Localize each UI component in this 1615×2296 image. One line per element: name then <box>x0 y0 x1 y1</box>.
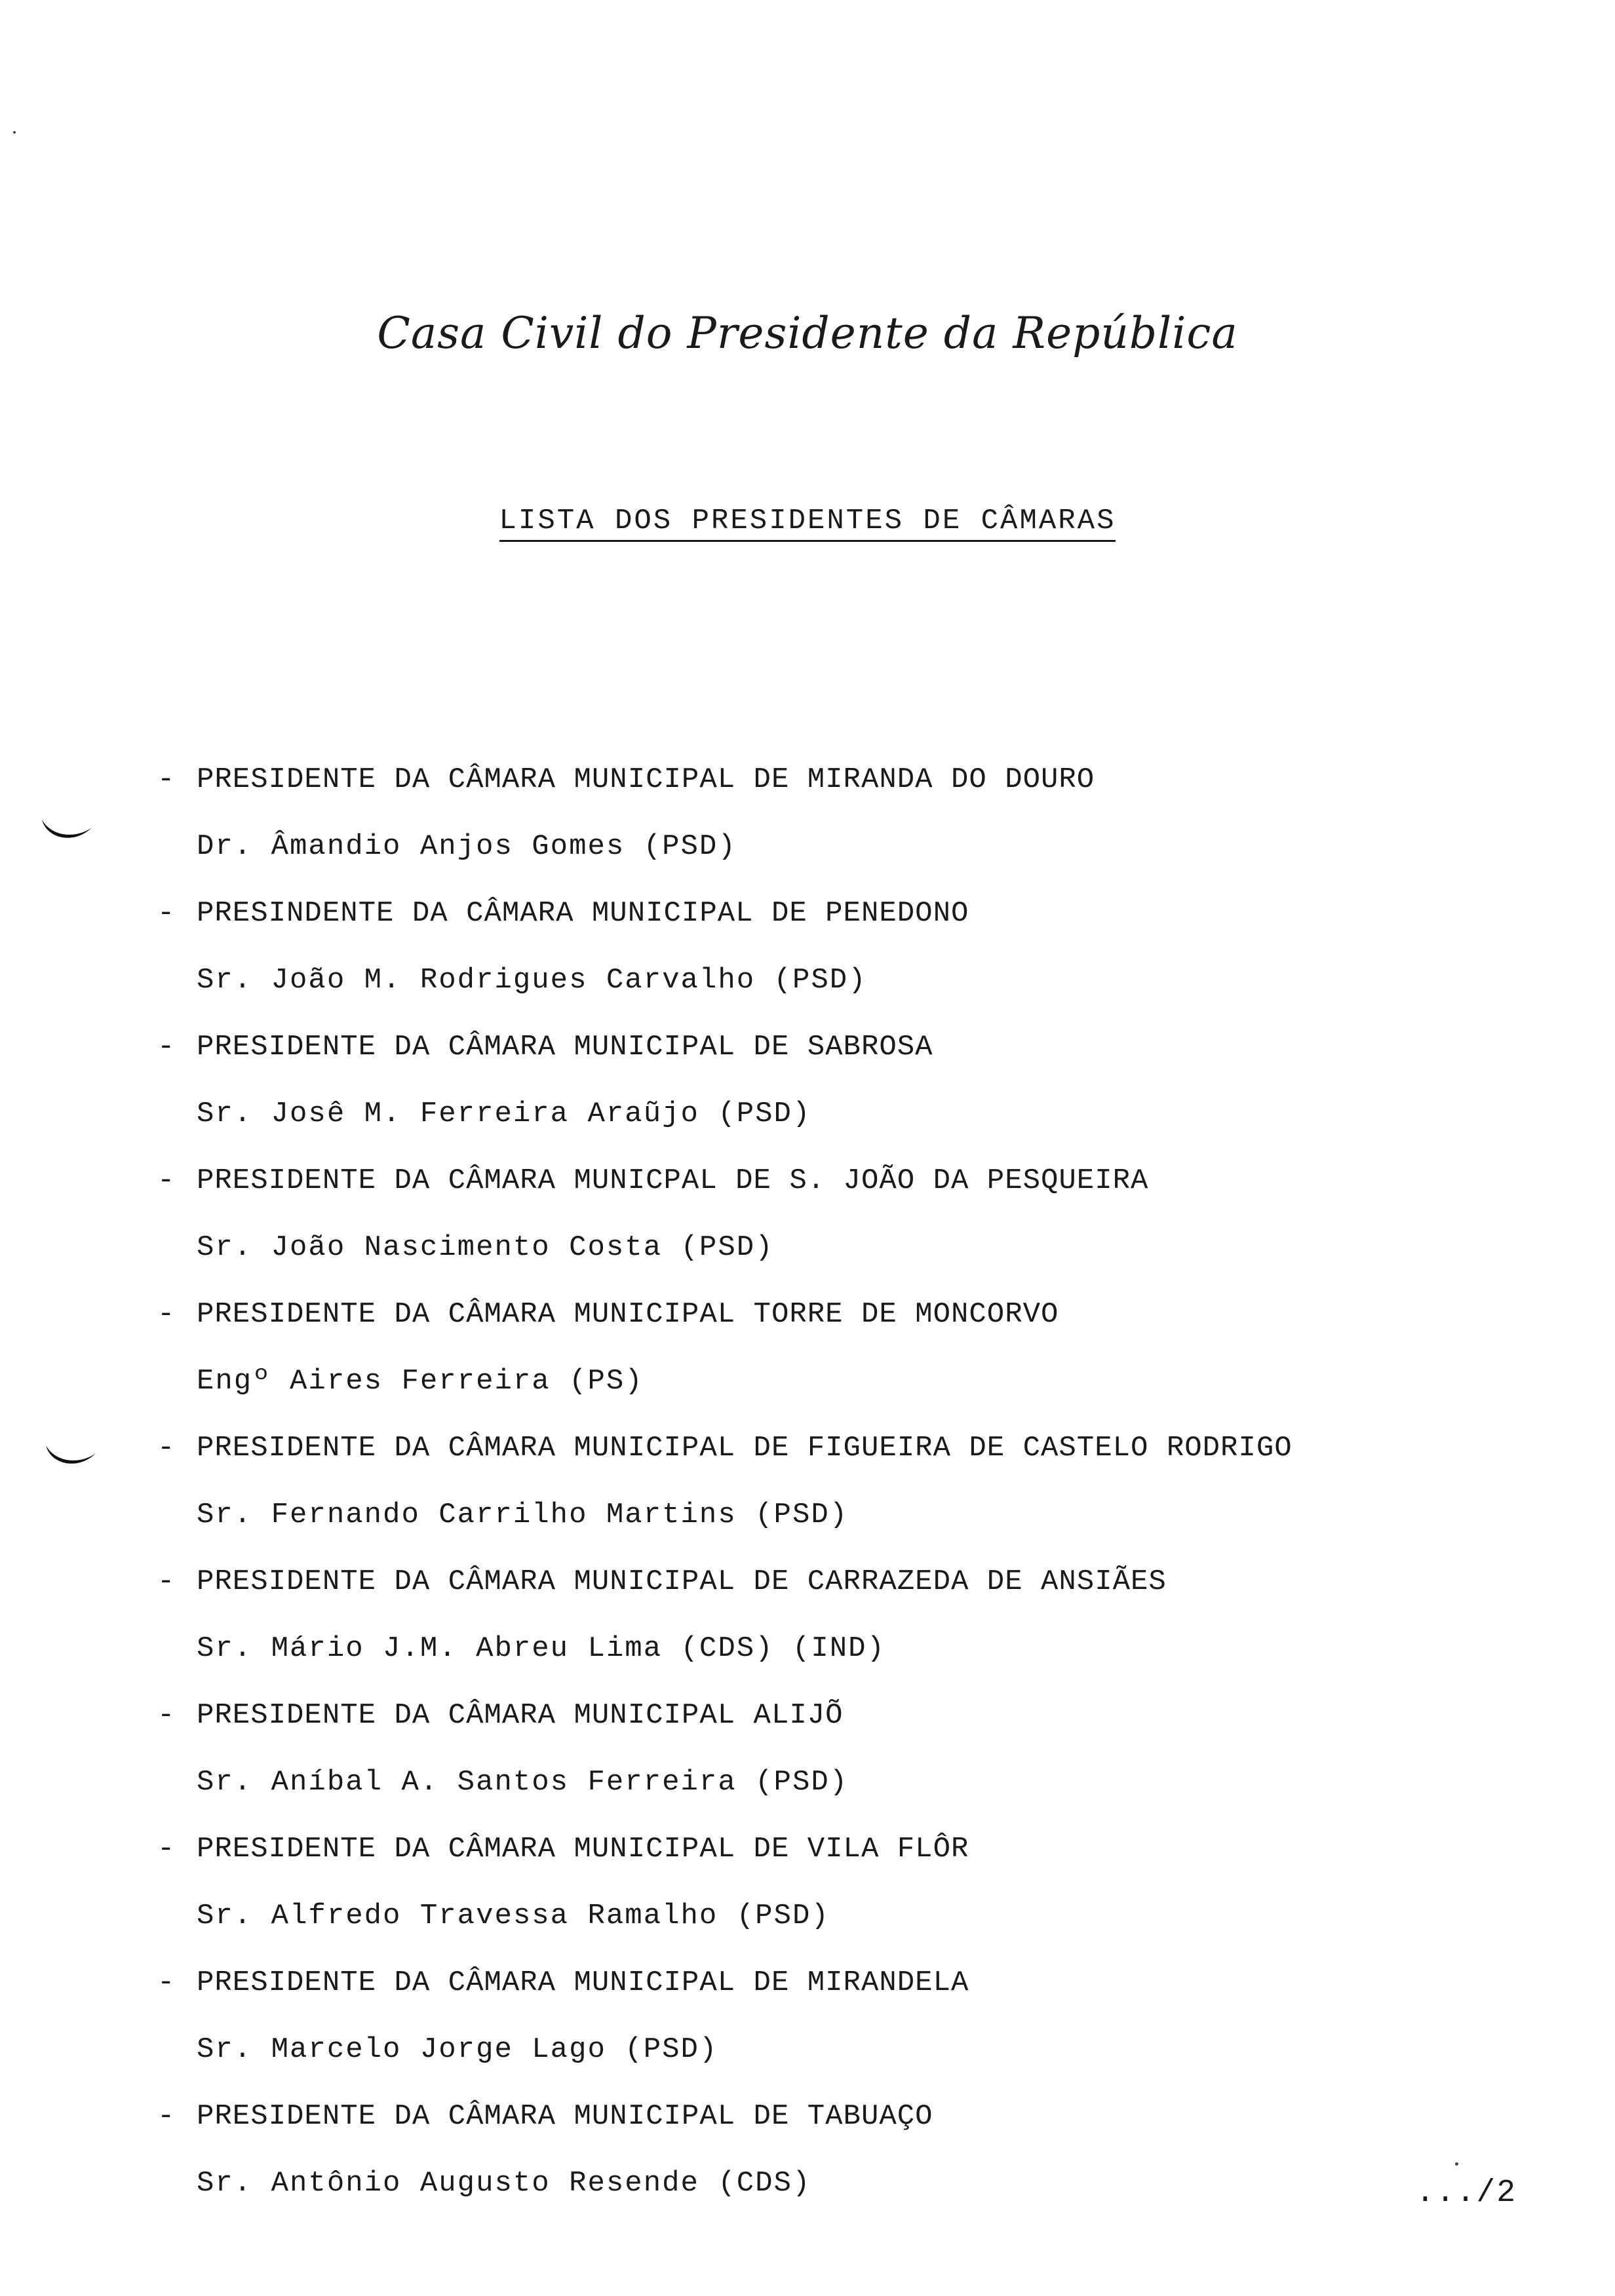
list-item <box>157 1683 1468 1816</box>
holder-name: Sr. João Nascimento Costa (PSD) <box>197 1231 774 1264</box>
tick-mark-icon <box>42 1442 98 1472</box>
list-item <box>157 2084 1468 2217</box>
office-title: PRESIDENTE DA CÂMARA MUNICIPAL DE SABROSA <box>197 1031 933 1063</box>
office-line: - PRESIDENTE DA CÂMARA MUNICIPAL DE CARRAZEDA DE ANSIÃES <box>157 1565 1167 1598</box>
office-title: PRESIDENTE DA CÂMARA MUNICIPAL TORRE DE MONCORVO <box>197 1298 1059 1331</box>
office-title: PRESIDENTE DA CÂMARA MUNICIPAL DE VILA FLÔR <box>197 1833 969 1866</box>
office-title: PRESINDENTE DA CÂMARA MUNICIPAL DE PENEDONO <box>197 897 969 930</box>
office-title: PRESIDENTE DA CÂMARA MUNICIPAL DE MIRANDA DO DOURO <box>197 763 1095 796</box>
letterhead: Casa Civil do Presidente da República <box>377 308 1238 358</box>
office-title: PRESIDENTE DA CÂMARA MUNICIPAL DE MIRANDELA <box>197 1966 969 1999</box>
list-item <box>157 1950 1468 2084</box>
office-title: PRESIDENTE DA CÂMARA MUNICIPAL DE TABUAÇO <box>197 2100 933 2133</box>
office-line: - PRESIDENTE DA CÂMARA MUNICIPAL DE MIRANDELA <box>157 1966 969 1999</box>
page-continuation-marker: .../2 <box>1415 2175 1517 2211</box>
holder-name: Dr. Âmandio Anjos Gomes (PSD) <box>197 830 737 863</box>
presidents-list <box>157 747 1468 2217</box>
list-item <box>157 1549 1468 1683</box>
office-line: - PRESIDENTE DA CÂMARA MUNICIPAL DE TABUAÇO <box>157 2100 933 2133</box>
holder-name: Sr. Alfredo Travessa Ramalho (PSD) <box>197 1900 830 1932</box>
office-line: - PRESIDENTE DA CÂMARA MUNICPAL DE S. JOÃO DA PESQUEIRA <box>157 1164 1149 1197</box>
holder-name: Sr. Aníbal A. Santos Ferreira (PSD) <box>197 1766 849 1799</box>
document-title-text: LISTA DOS PRESIDENTES DE CÂMARAS <box>499 505 1116 542</box>
holder-name: Sr. Antônio Augusto Resende (CDS) <box>197 2167 811 2200</box>
office-title: PRESIDENTE DA CÂMARA MUNICIPAL DE CARRAZEDA DE ANSIÃES <box>197 1565 1167 1598</box>
office-line: - PRESIDENTE DA CÂMARA MUNICIPAL DE FIGUEIRA DE CASTELO RODRIGO <box>157 1432 1293 1464</box>
office-title: PRESIDENTE DA CÂMARA MUNICIPAL DE FIGUEIRA DE CASTELO RODRIGO <box>197 1432 1293 1464</box>
office-line: - PRESIDENTE DA CÂMARA MUNICIPAL ALIJÕ <box>157 1699 844 1732</box>
document-title <box>0 505 1615 537</box>
holder-name: Engº Aires Ferreira (PS) <box>197 1365 644 1398</box>
office-title: PRESIDENTE DA CÂMARA MUNICIPAL ALIJÕ <box>197 1699 844 1732</box>
scan-speck <box>1455 2162 1458 2166</box>
scan-speck <box>13 131 16 134</box>
office-line: - PRESIDENTE DA CÂMARA MUNICIPAL DE VILA FLÔR <box>157 1833 969 1866</box>
list-item <box>157 1282 1468 1415</box>
office-line: - PRESIDENTE DA CÂMARA MUNICIPAL TORRE DE MONCORVO <box>157 1298 1059 1331</box>
list-item <box>157 881 1468 1014</box>
list-item <box>157 747 1468 881</box>
list-item <box>157 1014 1468 1148</box>
list-item <box>157 1816 1468 1950</box>
holder-name: Sr. Mário J.M. Abreu Lima (CDS) (IND) <box>197 1632 885 1665</box>
list-item <box>157 1415 1468 1549</box>
list-item <box>157 1148 1468 1282</box>
office-line: - PRESIDENTE DA CÂMARA MUNICIPAL DE SABROSA <box>157 1031 933 1063</box>
office-line: - PRESIDENTE DA CÂMARA MUNICIPAL DE MIRANDA DO DOURO <box>157 763 1095 796</box>
office-line: - PRESINDENTE DA CÂMARA MUNICIPAL DE PENEDONO <box>157 897 969 930</box>
holder-name: Sr. Marcelo Jorge Lago (PSD) <box>197 2033 718 2066</box>
holder-name: Sr. Fernando Carrilho Martins (PSD) <box>197 1499 849 1531</box>
holder-name: Sr. João M. Rodrigues Carvalho (PSD) <box>197 964 867 997</box>
holder-name: Sr. Josê M. Ferreira Araũjo (PSD) <box>197 1098 811 1130</box>
tick-mark-icon <box>38 816 94 846</box>
office-title: PRESIDENTE DA CÂMARA MUNICPAL DE S. JOÃO DA PESQUEIRA <box>197 1164 1149 1197</box>
